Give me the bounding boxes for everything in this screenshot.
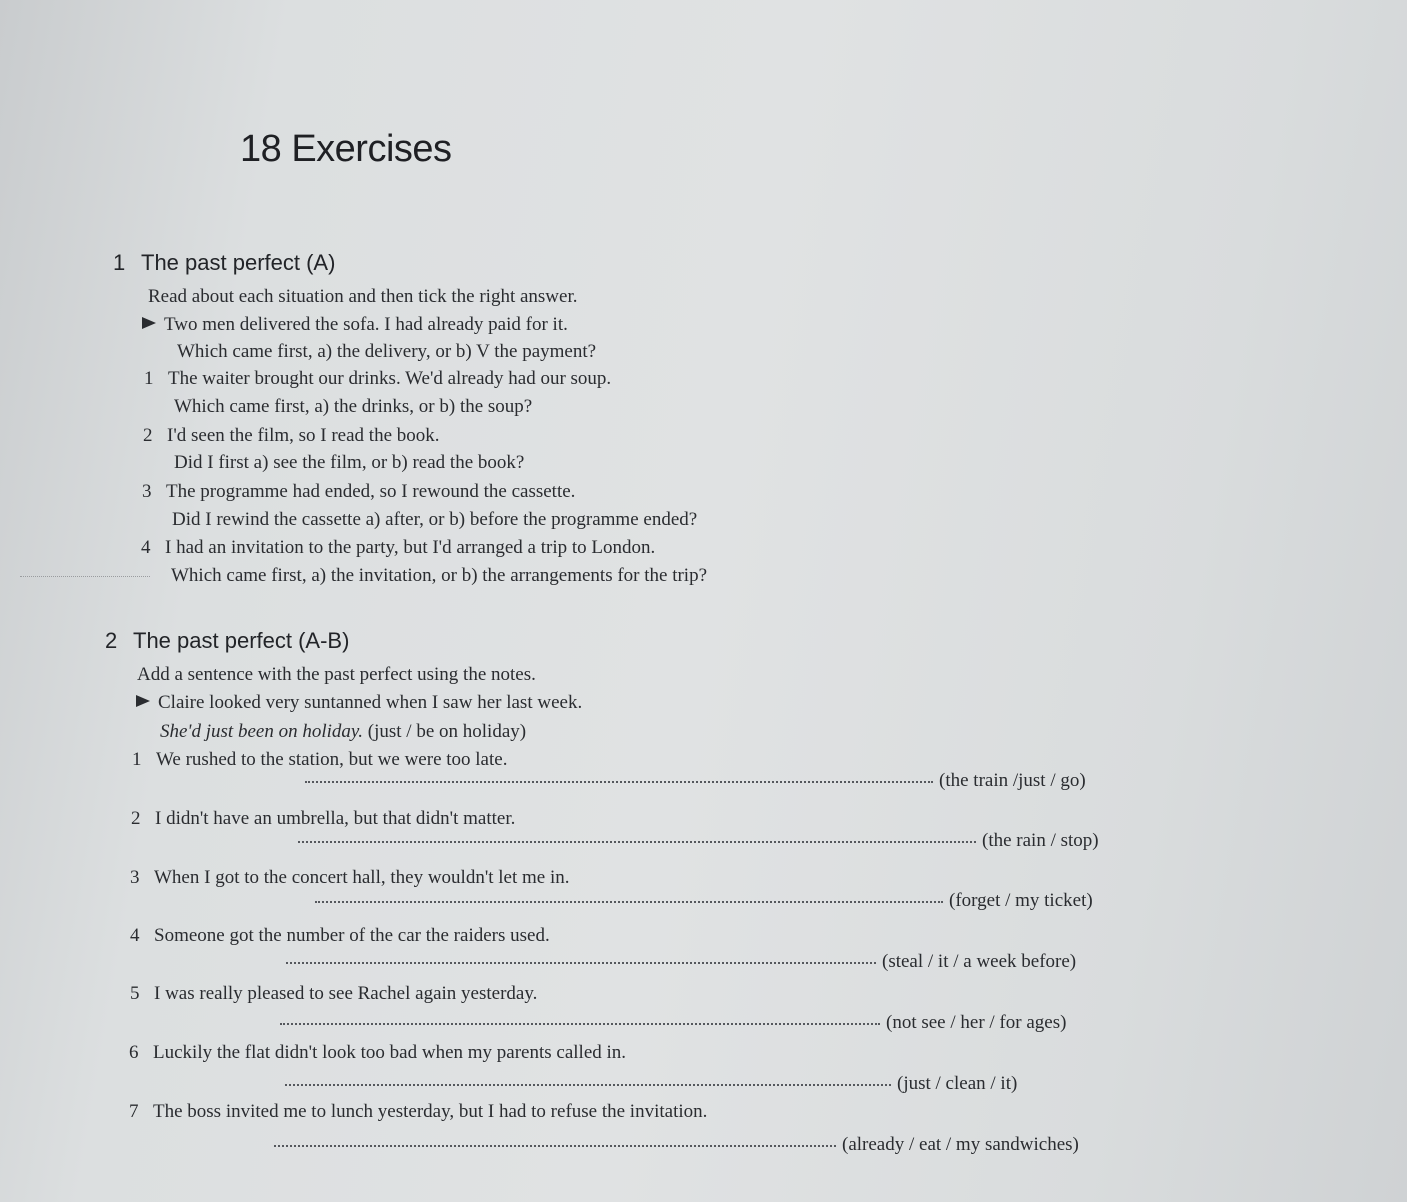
section-2-example-answer	[160, 721, 526, 743]
item-text: I was really pleased to see Rachel again yesterday.	[154, 983, 538, 1004]
item-number: 2	[143, 425, 153, 446]
section-1-number: 1	[113, 250, 126, 275]
section-1-instruction: Read about each situation and then tick the right answer.	[148, 286, 578, 307]
answer-blank[interactable]	[305, 781, 933, 783]
section-2-item-1-answer-row	[305, 770, 1086, 792]
section-2-example-line1	[136, 692, 582, 714]
section-2-item-3-answer-row	[315, 890, 1093, 912]
item-number: 7	[129, 1101, 139, 1122]
item-text: When I got to the concert hall, they wouldn't let me in.	[154, 867, 570, 888]
example-arrow-icon	[136, 695, 150, 707]
answer-blank[interactable]	[298, 841, 976, 843]
item-text: I'd seen the film, so I read the book.	[167, 425, 440, 446]
answer-blank[interactable]	[315, 901, 943, 903]
section-1-example-line1	[142, 314, 568, 336]
section-2-item-4-answer-row	[286, 951, 1076, 973]
section-2-number: 2	[105, 628, 118, 653]
item-text: We rushed to the station, but we were too late.	[156, 749, 508, 770]
answer-blank[interactable]	[280, 1023, 880, 1025]
section-2-item-7	[129, 1101, 707, 1123]
section-1-item-1-line1	[144, 368, 611, 390]
item-number: 4	[130, 925, 140, 946]
item-note: (the train /just / go)	[939, 770, 1086, 791]
section-2-item-7-answer-row	[274, 1134, 1079, 1156]
page-title: 18 Exercises	[240, 128, 452, 170]
item-note: (not see / her / for ages)	[886, 1012, 1067, 1033]
section-2-instruction: Add a sentence with the past perfect using the notes.	[137, 664, 536, 685]
item-number: 5	[130, 983, 140, 1004]
item-text: Luckily the flat didn't look too bad when my parents called in.	[153, 1042, 627, 1063]
section-2-heading	[105, 628, 349, 654]
section-2-item-5-answer-row	[280, 1012, 1066, 1034]
section-2-title: The past perfect (A-B)	[133, 628, 350, 653]
item-note: (already / eat / my sandwiches)	[842, 1134, 1079, 1155]
section-2-item-3	[130, 867, 570, 889]
answer-blank[interactable]	[274, 1145, 836, 1147]
section-1-heading	[113, 250, 335, 276]
item-note: (just / clean / it)	[897, 1073, 1018, 1094]
section-1-item-3-line2: Did I rewind the cassette a) after, or b) before the programme ended?	[172, 509, 698, 530]
margin-dotted-rule	[20, 576, 150, 577]
section-2-item-2-answer-row	[298, 830, 1099, 852]
item-number: 2	[131, 808, 141, 829]
item-text: I had an invitation to the party, but I'd arranged a trip to London.	[165, 537, 656, 558]
example-text: Claire looked very suntanned when I saw her last week.	[158, 692, 583, 713]
item-note: (the rain / stop)	[982, 830, 1099, 851]
section-1-example-line2: Which came first, a) the delivery, or b) V the payment?	[177, 341, 597, 362]
section-2-item-6	[129, 1042, 626, 1064]
item-number: 1	[144, 368, 154, 389]
item-note: (steal / it / a week before)	[882, 951, 1077, 972]
item-text: The waiter brought our drinks. We'd already had our soup.	[168, 368, 612, 389]
section-1-item-4-line2: Which came first, a) the invitation, or b) the arrangements for the trip?	[171, 565, 708, 586]
section-2-item-4	[130, 925, 550, 947]
section-2-item-5	[130, 983, 537, 1005]
item-text: The programme had ended, so I rewound the cassette.	[166, 481, 576, 502]
item-text: The boss invited me to lunch yesterday, but I had to refuse the invitation.	[153, 1101, 708, 1122]
example-note: (just / be on holiday)	[367, 721, 527, 742]
example-text: Two men delivered the sofa. I had already paid for it.	[164, 314, 568, 335]
item-text: Someone got the number of the car the raiders used.	[154, 925, 550, 946]
example-answer: She'd just been on holiday.	[160, 721, 364, 742]
section-1-item-2-line1	[143, 425, 440, 447]
section-1-item-3-line1	[142, 481, 575, 503]
answer-blank[interactable]	[285, 1084, 891, 1086]
section-2-item-2	[131, 808, 515, 830]
section-1-title: The past perfect (A)	[141, 250, 336, 275]
section-2-item-6-answer-row	[285, 1073, 1017, 1095]
answer-blank[interactable]	[286, 962, 876, 964]
item-number: 3	[142, 481, 152, 502]
section-1-item-2-line2: Did I first a) see the film, or b) read the book?	[174, 452, 525, 473]
item-number: 6	[129, 1042, 139, 1063]
item-number: 3	[130, 867, 140, 888]
section-1-item-4-line1	[141, 537, 655, 559]
item-number: 1	[132, 749, 142, 770]
example-arrow-icon	[142, 317, 156, 329]
item-note: (forget / my ticket)	[949, 890, 1093, 911]
item-text: I didn't have an umbrella, but that didn't matter.	[155, 808, 516, 829]
section-2-item-1	[132, 749, 507, 771]
item-number: 4	[141, 537, 151, 558]
section-1-item-1-line2: Which came first, a) the drinks, or b) the soup?	[174, 396, 533, 417]
